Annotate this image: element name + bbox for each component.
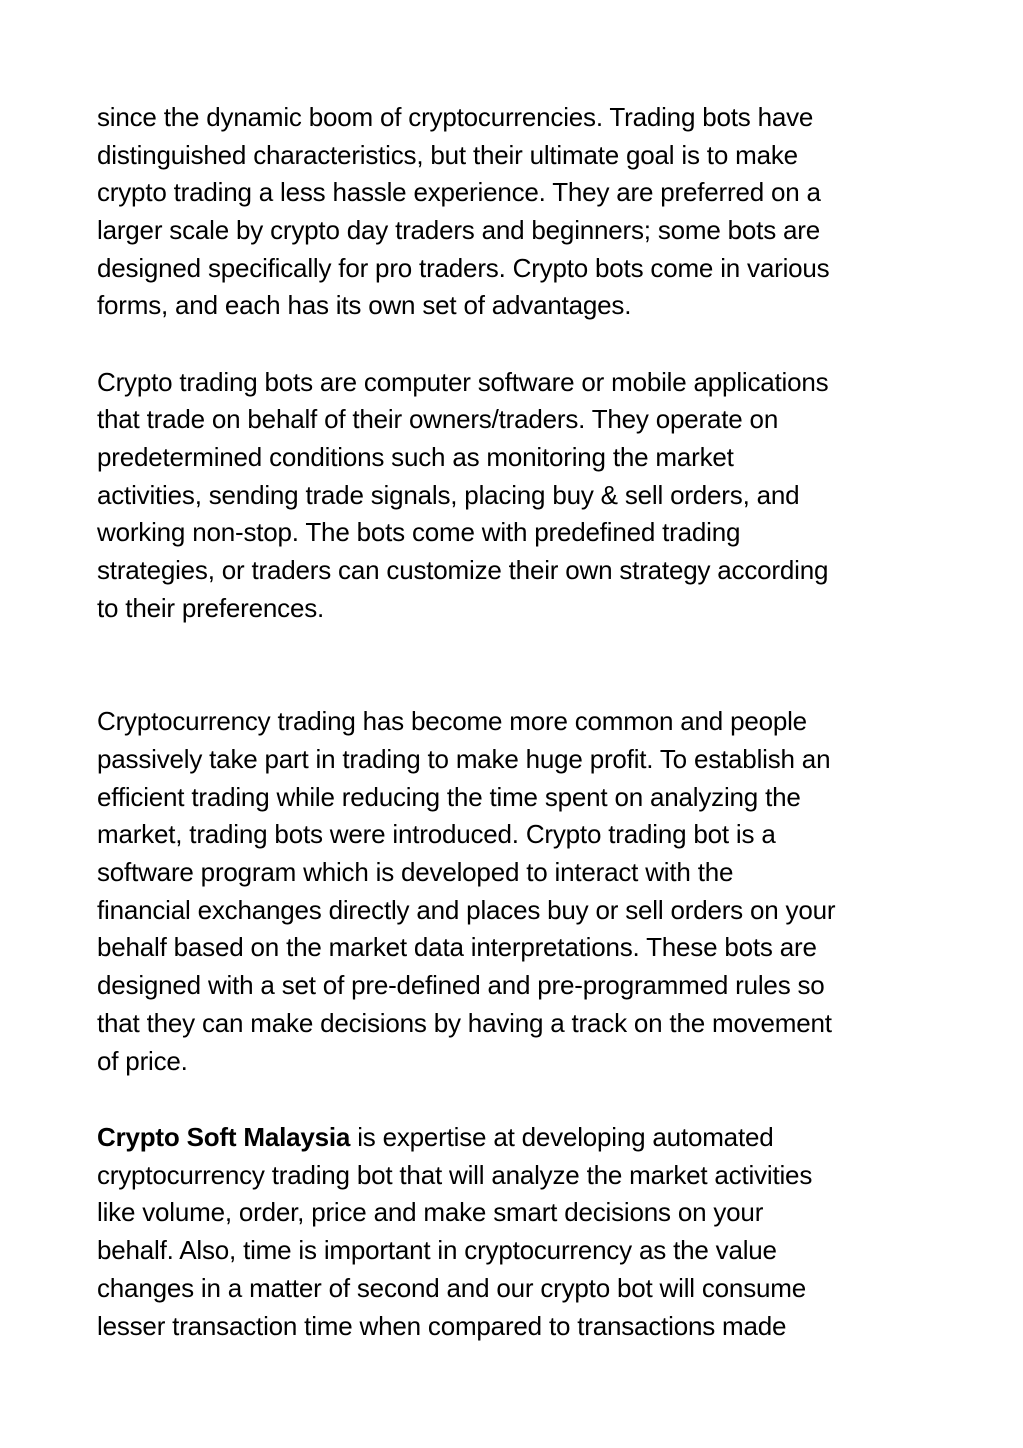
paragraph-3-line-3: efficient trading while reducing the time spent on analyzing the (97, 782, 801, 812)
paragraph-3-line-7: behalf based on the market data interpretations. These bots are (97, 932, 817, 962)
paragraph-1-line-1: since the dynamic boom of cryptocurrencies. Trading bots have (97, 102, 814, 132)
paragraph-3-line-8: designed with a set of pre-defined and pre-programmed rules so (97, 970, 825, 1000)
paragraph-2-line-3: predetermined conditions such as monitoring the market (97, 442, 734, 472)
paragraph-3-line-10: of price. (97, 1046, 188, 1076)
paragraph-2-line-5: working non-stop. The bots come with predefined trading (97, 517, 741, 547)
paragraph-1-line-5: designed specifically for pro traders. Crypto bots come in various (97, 253, 830, 283)
paragraph-1-line-6: forms, and each has its own set of advantages. (97, 290, 632, 320)
paragraph-2-line-7: to their preferences. (97, 593, 325, 623)
paragraph-3-line-6: financial exchanges directly and places buy or sell orders on your (97, 895, 836, 925)
paragraph-1-line-2: distinguished characteristics, but their ultimate goal is to make (97, 140, 798, 170)
paragraph-3-line-9: that they can make decisions by having a track on the movement (97, 1008, 832, 1038)
paragraph-3-line-1: Cryptocurrency trading has become more common and people (97, 706, 807, 736)
paragraph-4-line-4: behalf. Also, time is important in cryptocurrency as the value (97, 1235, 777, 1265)
paragraph-2-line-6: strategies, or traders can customize their own strategy according (97, 555, 829, 585)
paragraph-1-line-3: crypto trading a less hassle experience. They are preferred on a (97, 177, 821, 207)
paragraph-4-line-2: cryptocurrency trading bot that will analyze the market activities (97, 1160, 813, 1190)
paragraph-4-line-1 (97, 1118, 774, 1156)
company-name: Crypto Soft Malaysia (97, 1122, 351, 1152)
paragraph-3-line-2: passively take part in trading to make huge profit. To establish an (97, 744, 831, 774)
paragraph-2-line-2: that trade on behalf of their owners/traders. They operate on (97, 404, 779, 434)
paragraph-2-line-1: Crypto trading bots are computer software or mobile applications (97, 367, 829, 397)
paragraph-3-line-5: software program which is developed to interact with the (97, 857, 734, 887)
paragraph-3-line-4: market, trading bots were introduced. Crypto trading bot is a (97, 819, 776, 849)
paragraph-2-line-4: activities, sending trade signals, placing buy & sell orders, and (97, 480, 800, 510)
paragraph-1-line-4: larger scale by crypto day traders and beginners; some bots are (97, 215, 821, 245)
paragraph-4-line-5: changes in a matter of second and our crypto bot will consume (97, 1273, 806, 1303)
paragraph-4-line-6: lesser transaction time when compared to transactions made (97, 1311, 787, 1341)
paragraph-4-line-3: like volume, order, price and make smart decisions on your (97, 1197, 764, 1227)
paragraph-4-lead-text: is expertise at developing automated (350, 1122, 774, 1152)
